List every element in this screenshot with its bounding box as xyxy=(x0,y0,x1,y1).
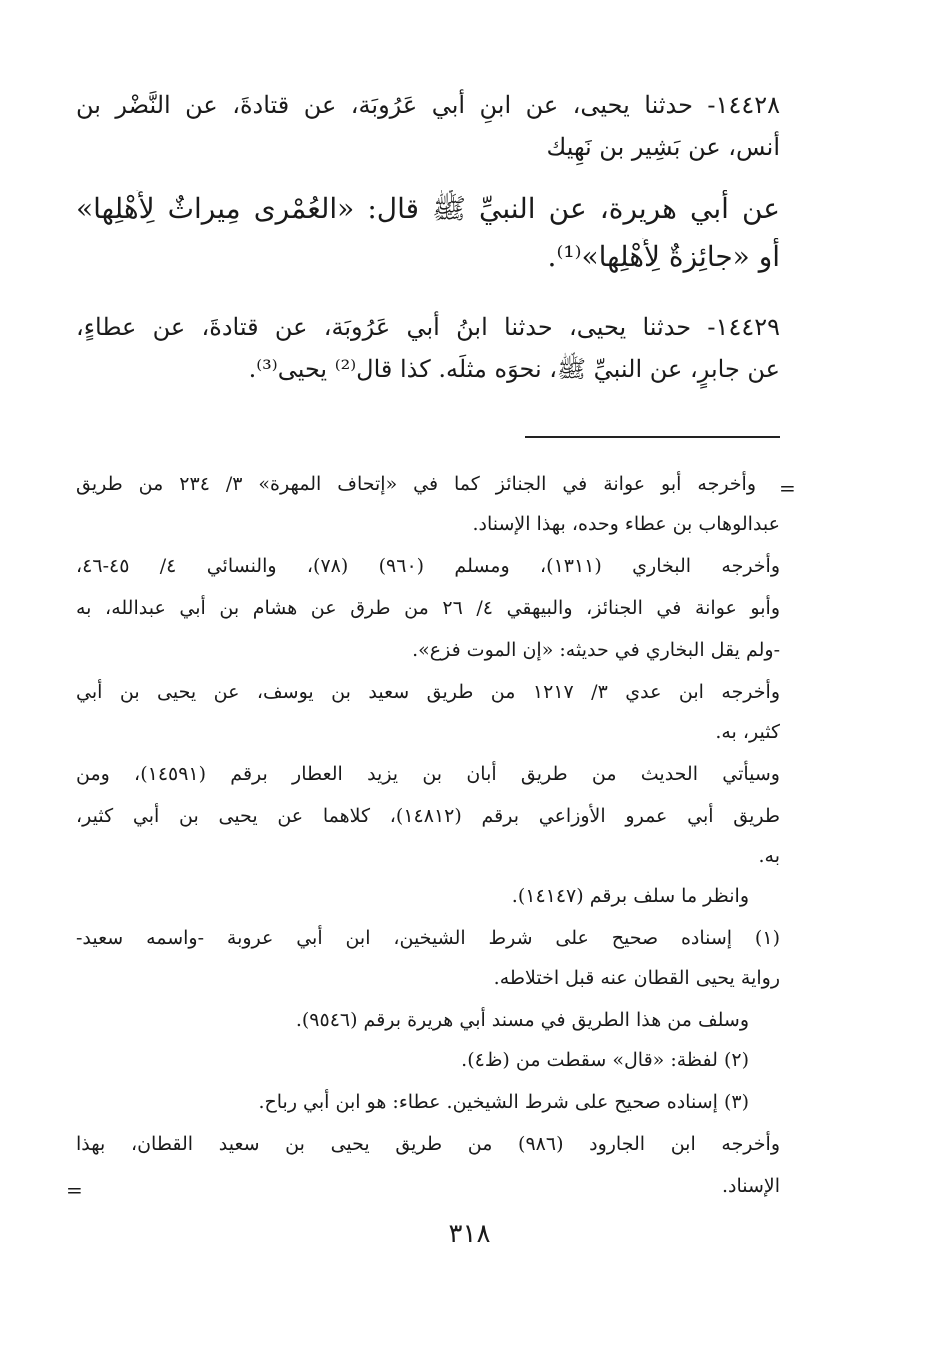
footnote-line-5: -ولم يقل البخاري في حديثه: «إن الموت فزع». xyxy=(412,639,780,661)
footnote-line-10: به. xyxy=(758,845,780,867)
hadith-14428-line-2: أنس، عن بَشِير بن نَهِيك xyxy=(546,133,780,161)
footnote-line-8: وسيأتي الحديث من طريق أبان بن يزيد العطار برقم (١٤٥٩١)، ومن xyxy=(76,763,780,785)
hadith-14429-line-1: ١٤٤٢٩- حدثنا يحيى، حدثنا ابنُ أبي عَرُوبَة، عن قتادةَ، عن عطاءٍ، xyxy=(76,313,780,341)
hadith-matn-line-2: أو «جائِزةٌ لِأَهْلِها»⁽¹⁾. xyxy=(547,240,780,273)
hadith-14429-line-2: عن جابرٍ، عن النبيِّ ﷺ، نحوَه مثلَه. كذا قال⁽²⁾ يحيى⁽³⁾. xyxy=(248,355,780,383)
hadith-14428-line-1: ١٤٤٢٨- حدثنا يحيى، عن ابنِ أبي عَرُوبَة، عن قتادةَ، عن النَّضْر بن xyxy=(76,91,780,119)
footnote-3-line-3: الإسناد. xyxy=(721,1175,780,1197)
footnote-line-6: وأخرجه ابن عدي ٣/ ١٢١٧ من طريق سعيد بن يوسف، عن يحيى بن أبي xyxy=(76,681,780,703)
footnote-1-line-3: وسلف من هذا الطريق في مسند أبي هريرة برقم (٩٥٤٦). xyxy=(295,1009,749,1031)
footnote-line-11: وانظر ما سلف برقم (١٤١٤٧). xyxy=(511,885,749,907)
footnote-3-line-1: (٣) إسناده صحيح على شرط الشيخين. عطاء: هو ابن أبي رباح. xyxy=(258,1091,749,1113)
footnote-line-7: كثير، به. xyxy=(715,721,780,743)
footnote-line-1: وأخرجه أبو عوانة في الجنائز كما في «إتحاف المهرة» ٣/ ٢٣٤ من طريق xyxy=(76,473,756,495)
continuation-mark-top: = xyxy=(779,476,796,500)
footnote-1-line-2: رواية يحيى القطان عنه قبل اختلاطه. xyxy=(493,967,780,989)
footnote-line-2: عبدالوهاب بن عطاء وحده، بهذا الإسناد. xyxy=(472,513,780,535)
page-number: ٣١٨ xyxy=(448,1219,491,1249)
footnote-1-line-1: (١) إسناده صحيح على شرط الشيخين، ابن أبي عروبة -واسمه سعيد- xyxy=(76,927,780,949)
hadith-matn-line-1: عن أبي هريرة، عن النبيِّ ﷺ قال: «العُمْرى مِيراثٌ لِأَهْلِها» xyxy=(76,192,780,225)
footnote-3-line-2: وأخرجه ابن الجارود (٩٨٦) من طريق يحيى بن سعيد القطان، بهذا xyxy=(76,1133,780,1155)
footnote-line-3: وأخرجه البخاري (١٣١١)، ومسلم (٩٦٠) (٧٨)، والنسائي ٤/ ٤٥-٤٦، xyxy=(76,555,780,577)
footnote-2: (٢) لفظة: «قال» سقطت من (ظ٤). xyxy=(461,1049,749,1071)
footnote-line-4: وأبو عوانة في الجنائز، والبيهقي ٤/ ٢٦ من طرق عن هشام بن أبي عبدالله، به xyxy=(76,597,780,619)
footnote-line-9: طريق أبي عمرو الأوزاعي برقم (١٤٨١٢)، كلاهما عن يحيى بن أبي كثير، xyxy=(76,805,780,827)
footnote-separator xyxy=(525,436,780,438)
continuation-mark-bottom: = xyxy=(66,1178,83,1202)
